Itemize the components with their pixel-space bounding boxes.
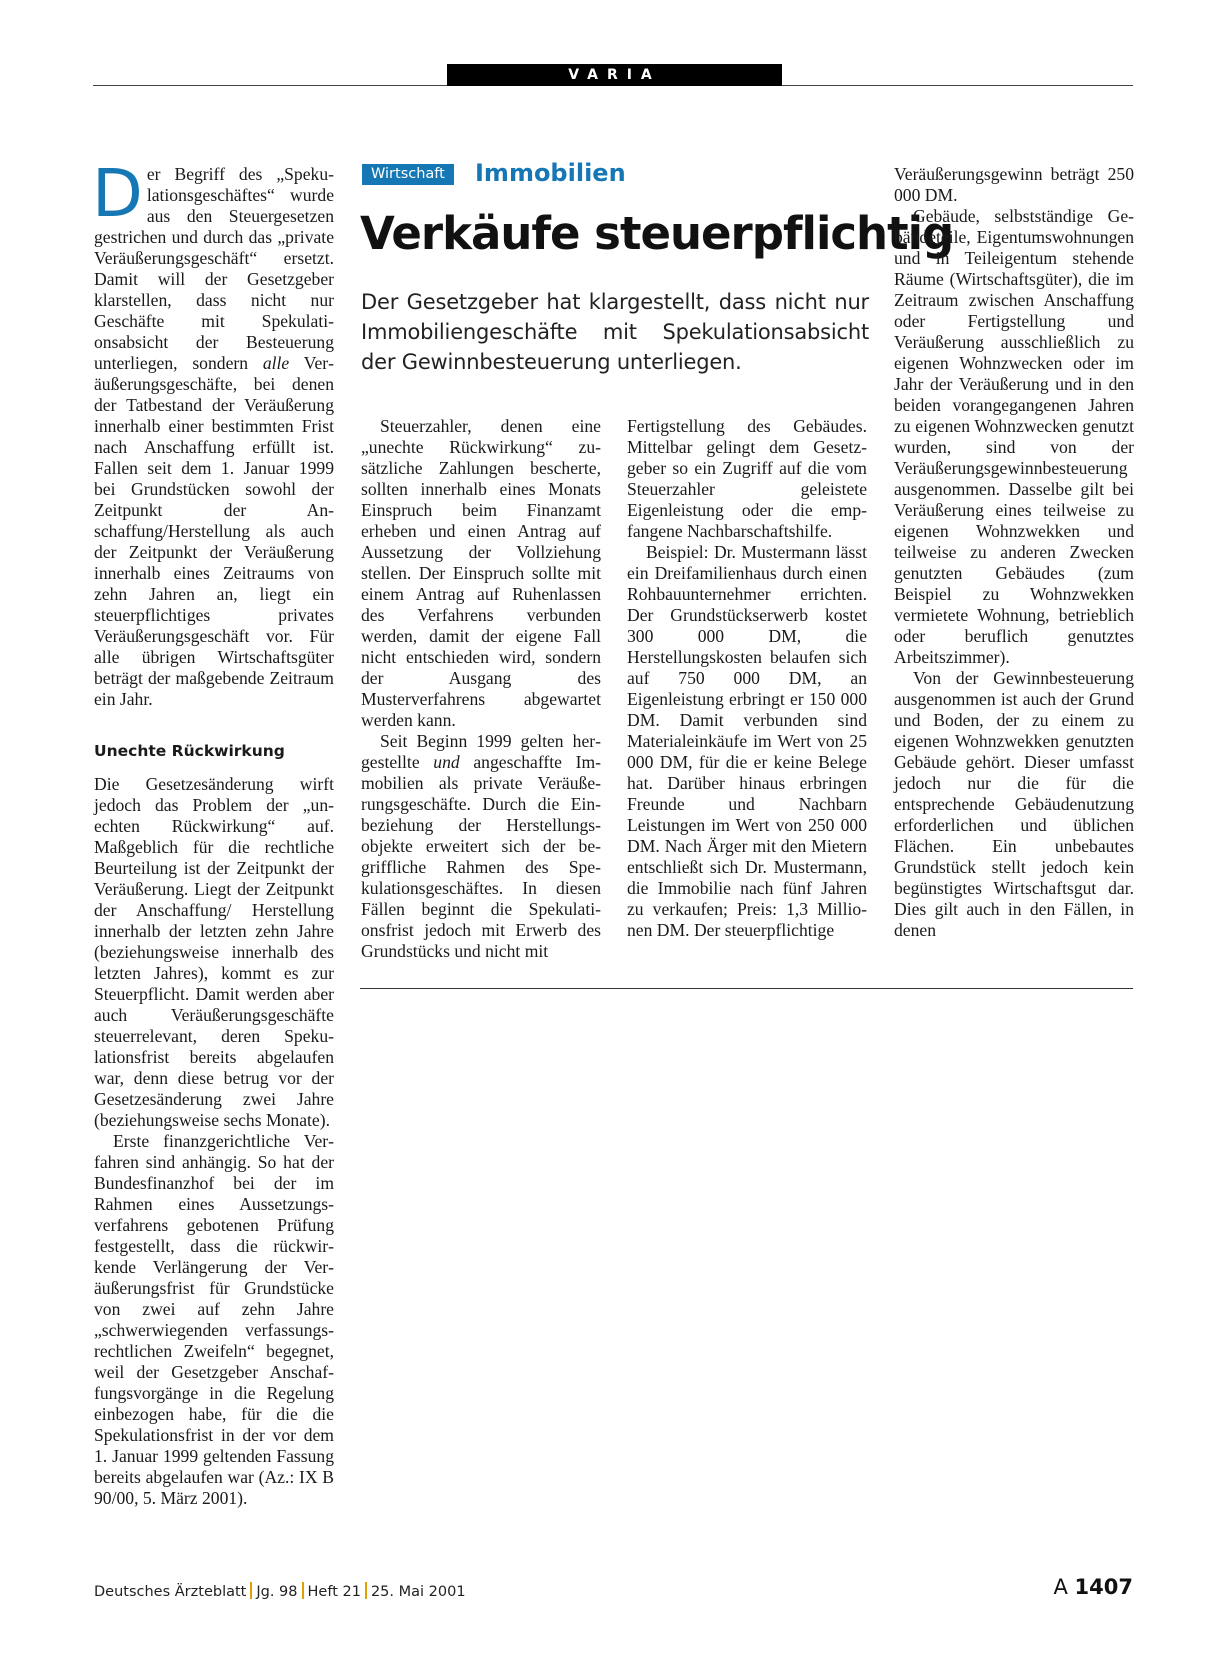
- paragraph: Fertigstellung des Gebäudes. Mittelbar gelingt dem Gesetzgeber so ein Zugriff auf die vom Steuerzahler geleistete Eigenleistung oder die empfangene Nachbarschaftshilfe.: [627, 416, 867, 541]
- journal-name: Deutsches Ärzteblatt: [94, 1584, 247, 1600]
- column-1: [92, 155, 334, 1509]
- paragraph: Gebäude, selbstständige Gebäudeteile, Eigentumswohnungen und in Teileigentum stehende Räume (Wirtschaftsgüter), die im Zeitraum zwischen Anschaffung oder Fertigstellung und Veräußerung ausschließlich zu eigenen Wohnzwecken oder im Jahr der Veräußerung und in den beiden vorangegangenen Jahren zu eigenen Wohnzwecken genutzt wurden, sind von der Veräußerungsgewinnbesteuerung ausgenommen. Dasselbe gilt bei Veräußerung eines teilweise zu eigenen Wohnzwekken und teilweise zu anderen Zwecken genutzten Gebäudes (zum Beispiel zu Wohnzwekken vermietete Wohnung, betrieblich oder beruflich genutztes Arbeitszimmer).: [894, 206, 1134, 667]
- issue: Heft 21: [307, 1584, 361, 1600]
- paragraph: Veräußerungsgewinn beträgt 250 000 DM.: [894, 164, 1134, 205]
- article-lead: Der Gesetzgeber hat klargestellt, dass nicht nur Immobiliengeschäfte mit Spekulationsabsicht der Gewinnbesteuerung unterliegen.: [361, 290, 869, 374]
- paragraph: Erste finanzgerichtliche Verfahren sind anhängig. So hat der Bundesfinanzhof bei der im Rahmen eines Aussetzungsverfahrens gebotenen Prüfung festgestellt, dass die rückwirkende Verlängerung der Veräußerungsfrist für Grundstücke von zwei auf zehn Jahre „schwerwiegenden verfassungsrechtlichen Zweifeln“ begegnet, weil der Gesetzgeber Anschaffungsvorgänge in die Regelung einbezogen habe, für die die Spekulationsfrist in der vor dem 1. Januar 1999 geltenden Fassung bereits abgelaufen war (Az.: IX B 90/00, 5. März 2001).: [94, 1131, 334, 1508]
- drop-cap: D: [92, 155, 143, 232]
- article-headline: Verkäufe steuerpflichtig: [360, 207, 954, 260]
- paragraph: Von der Gewinnbesteuerung ausgenommen ist auch der Grund und Boden, der zu einem zu eigenen Wohnzwekken genutzten Gebäude gehört. Dieser umfasst jedoch nur die für die entsprechende Gebäudenutzung erforderlichen und üblichen Flächen. Ein unbebautes Grundstück stellt jedoch kein begünstigtes Wirtschaftsgut dar. Dies gilt auch in den Fällen, in denen: [894, 668, 1134, 940]
- emphasis-und: und: [433, 752, 460, 772]
- emphasis-alle: alle: [262, 353, 290, 373]
- intro-paragraph: Der Begriff des „Spekulationsgeschäftes“ wurde aus den Steuergesetzen gestrichen und durch das „private Veräußerungsgeschäft“ ersetzt. Damit will der Gesetzgeber klarstellen, dass nicht nur Geschäfte mit Spekulationsabsicht der Besteuerung unterliegen, sondern alle Veräußerungsgeschäfte, bei denen der Tatbestand der Veräußerung innerhalb einer bestimmten Frist nach Anschaffung erfüllt ist. Fallen seit dem 1. Januar 1999 bei Grundstücken sowohl der Zeitpunkt der Anschaffung/Herstellung als auch der Zeitpunkt der Veräußerung innerhalb eines Zeitraums von zehn Jahren an, liegt ein steuerpflichtiges privates Veräußerungsgeschäft vor. Für alle übrigen Wirtschaftsgüter beträgt der maßgebende Zeitraum ein Jahr.: [92, 155, 334, 709]
- page-number: [1053, 1575, 1133, 1599]
- section-label: VARIA: [447, 64, 782, 86]
- paragraph: Die Gesetzesänderung wirft jedoch das Problem der „unechten Rückwirkung“ auf. Maßgeblich für die rechtliche Beurteilung ist der Zeitpunkt der Veräußerung. Liegt der Zeitpunkt der Anschaffung/ Herstellung innerhalb der letzten zehn Jahre (beziehungsweise innerhalb des letzten Jahres), kommt es zur Steuerpflicht. Damit werden aber auch Veräußerungsgeschäfte steuerrelevant, deren Spekulationsfrist bereits abgelaufen war, denn diese betrug vor der Gesetzesänderung zwei Jahre (beziehungsweise sechs Monate).: [94, 774, 334, 1130]
- separator: [302, 1582, 304, 1599]
- page-prefix: A: [1053, 1575, 1068, 1599]
- column-4: [894, 164, 1134, 941]
- paragraph: Steuerzahler, denen eine „unechte Rückwirkung“ zusätzliche Zahlungen bescherte, sollten innerhalb eines Monats Einspruch beim Finanzamt erheben und einen Antrag auf Aussetzung der Vollziehung stellen. Der Einspruch sollte mit einem Antrag auf Ruhenlassen des Verfahrens verbunden werden, damit der eigene Fall nicht entschieden wird, sondern der Ausgang des Musterverfahrens abgewartet werden kann.: [361, 416, 601, 730]
- article-end-rule: [360, 988, 1133, 989]
- paragraph: Beispiel: Dr. Mustermann lässt ein Dreifamilienhaus durch einen Rohbauunternehmer errichten. Der Grundstückserwerb kostet 300 000 DM, die Herstellungskosten belaufen sich auf 750 000 DM, an Eigenleistung erbringt er 150 000 DM. Damit verbunden sind Materialeinkäufe im Wert von 25 000 DM, für die er keine Belege hat. Darüber hinaus erbringen Freunde und Nachbarn Leistungen im Wert von 250 000 DM. Nach Ärger mit den Mietern entschließt sich Dr. Mustermann, die Immobilie nach fünf Jahren zu verkaufen; Preis: 1,3 Millionen DM. Der steuerpflichtige: [627, 542, 867, 940]
- paragraph: Seit Beginn 1999 gelten hergestellte und angeschaffte Immobilien als private Veräußerungsgeschäfte. Durch die Einbeziehung der Herstellungsobjekte erweitert sich der begriffliche Rahmen des Spekulationsgeschäftes. In diesen Fällen beginnt die Spekulationsfrist jedoch mit Erwerb des Grundstücks und nicht mit: [361, 731, 601, 961]
- footer-citation: [94, 1582, 466, 1600]
- page-number-value: 1407: [1074, 1575, 1133, 1599]
- category-badge: Wirtschaft: [362, 164, 454, 185]
- subheading: Unechte Rückwirkung: [94, 742, 285, 760]
- separator: [365, 1582, 367, 1599]
- topic-label: Immobilien: [475, 159, 626, 187]
- issue-date: 25. Mai 2001: [370, 1584, 466, 1600]
- separator: [250, 1582, 252, 1599]
- column-3: [627, 416, 867, 941]
- column-2: [361, 416, 601, 962]
- volume: Jg. 98: [256, 1584, 298, 1600]
